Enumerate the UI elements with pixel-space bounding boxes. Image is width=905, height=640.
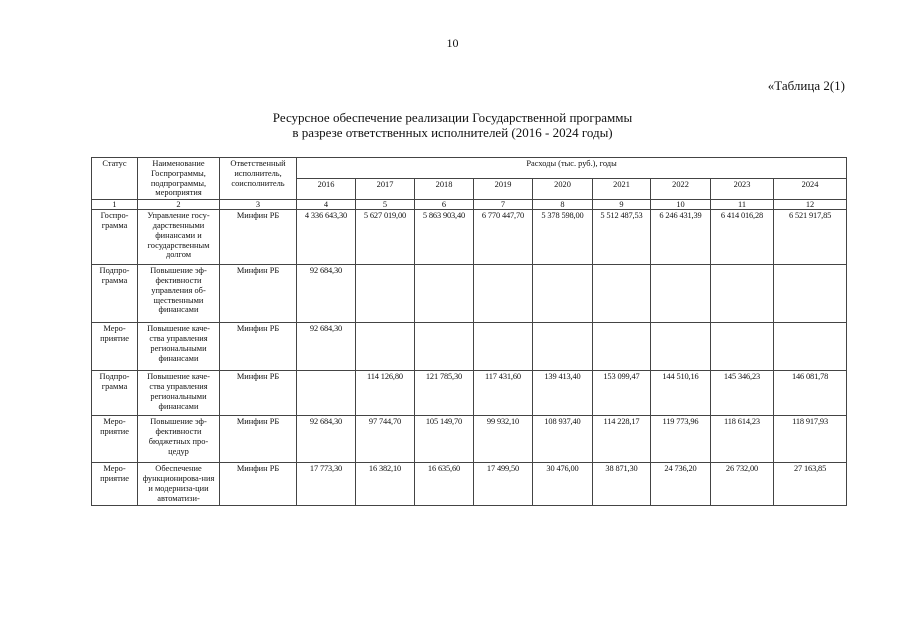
- column-index: 10: [651, 200, 711, 210]
- header-status: Статус: [92, 158, 138, 200]
- header-executor: Ответственный исполнитель, соисполнитель: [220, 158, 297, 200]
- column-index: 3: [220, 200, 297, 210]
- row-executor: Минфин РБ: [220, 265, 297, 323]
- row-value: 118 614,23: [711, 416, 774, 463]
- header-year: 2021: [593, 179, 651, 200]
- row-value: 17 499,50: [474, 463, 533, 506]
- column-index: 2: [138, 200, 220, 210]
- row-name: Повышение каче-ства управления региональными финансами: [138, 323, 220, 371]
- row-value: 92 684,30: [297, 416, 356, 463]
- row-value: 119 773,96: [651, 416, 711, 463]
- row-value: 5 627 019,00: [356, 210, 415, 265]
- row-value: [356, 265, 415, 323]
- row-value: 118 917,93: [774, 416, 847, 463]
- row-value: 114 126,80: [356, 371, 415, 416]
- resource-table: [91, 157, 847, 506]
- column-index-row: [92, 200, 847, 210]
- row-value: 146 081,78: [774, 371, 847, 416]
- row-value: 97 744,70: [356, 416, 415, 463]
- row-value: [593, 265, 651, 323]
- row-value: 121 785,30: [415, 371, 474, 416]
- row-value: 5 378 598,00: [533, 210, 593, 265]
- row-value: [415, 323, 474, 371]
- row-value: 145 346,23: [711, 371, 774, 416]
- row-value: 108 937,40: [533, 416, 593, 463]
- row-value: 117 431,60: [474, 371, 533, 416]
- row-executor: Минфин РБ: [220, 463, 297, 506]
- row-value: [774, 323, 847, 371]
- column-index: 1: [92, 200, 138, 210]
- row-value: 16 382,10: [356, 463, 415, 506]
- row-executor: Минфин РБ: [220, 371, 297, 416]
- row-status: Подпро-грамма: [92, 371, 138, 416]
- row-value: 30 476,00: [533, 463, 593, 506]
- table-row: [92, 265, 847, 323]
- table-row: [92, 371, 847, 416]
- row-value: [651, 265, 711, 323]
- row-name: Обеспечение функционирова-ния и модерниза-ции автоматизи-: [138, 463, 220, 506]
- header-year: 2017: [356, 179, 415, 200]
- row-executor: Минфин РБ: [220, 210, 297, 265]
- header-year: 2020: [533, 179, 593, 200]
- row-value: [356, 323, 415, 371]
- row-value: 26 732,00: [711, 463, 774, 506]
- row-value: [533, 323, 593, 371]
- row-value: [474, 323, 533, 371]
- row-name: Повышение эф-фективности управления об-щественными финансами: [138, 265, 220, 323]
- row-value: 17 773,30: [297, 463, 356, 506]
- table-label: «Таблица 2(1): [767, 78, 845, 93]
- row-value: 6 246 431,39: [651, 210, 711, 265]
- row-value: 4 336 643,30: [297, 210, 356, 265]
- row-value: 5 863 903,40: [415, 210, 474, 265]
- row-value: 6 770 447,70: [474, 210, 533, 265]
- column-index: 9: [593, 200, 651, 210]
- table-row: [92, 463, 847, 506]
- row-status: Госпро-грамма: [92, 210, 138, 265]
- document-title: [0, 110, 905, 140]
- row-value: 144 510,16: [651, 371, 711, 416]
- row-value: 114 228,17: [593, 416, 651, 463]
- row-name: Управление госу-дарственными финансами и государственным долгом: [138, 210, 220, 265]
- row-name: Повышение каче-ства управления региональными финансами: [138, 371, 220, 416]
- header-name: Наименование Госпрограммы, подпрограммы, мероприятия: [138, 158, 220, 200]
- column-index: 8: [533, 200, 593, 210]
- header-year: 2019: [474, 179, 533, 200]
- row-value: 16 635,60: [415, 463, 474, 506]
- row-value: [711, 323, 774, 371]
- title-line-1: Ресурсное обеспечение реализации Государственной программы: [272, 110, 633, 125]
- row-value: [774, 265, 847, 323]
- column-index: 5: [356, 200, 415, 210]
- row-value: 139 413,40: [533, 371, 593, 416]
- row-value: 153 099,47: [593, 371, 651, 416]
- row-value: 105 149,70: [415, 416, 474, 463]
- row-status: Подпро-грамма: [92, 265, 138, 323]
- page-number: 10: [446, 36, 459, 50]
- row-value: 27 163,85: [774, 463, 847, 506]
- header-year: 2024: [774, 179, 847, 200]
- table-row: [92, 323, 847, 371]
- row-status: Меро-приятие: [92, 416, 138, 463]
- row-status: Меро-приятие: [92, 323, 138, 371]
- row-value: 6 521 917,85: [774, 210, 847, 265]
- row-value: 38 871,30: [593, 463, 651, 506]
- row-value: [651, 323, 711, 371]
- row-value: 92 684,30: [297, 265, 356, 323]
- table-row: [92, 416, 847, 463]
- row-value: 92 684,30: [297, 323, 356, 371]
- row-value: 5 512 487,53: [593, 210, 651, 265]
- row-value: [297, 371, 356, 416]
- row-value: [533, 265, 593, 323]
- row-value: [474, 265, 533, 323]
- header-year: 2022: [651, 179, 711, 200]
- row-name: Повышение эф-фективности бюджетных про-цедур: [138, 416, 220, 463]
- row-value: 24 736,20: [651, 463, 711, 506]
- table-row: [92, 210, 847, 265]
- header-expenses: Расходы (тыс. руб.), годы: [297, 158, 847, 179]
- header-row-1: [92, 158, 847, 179]
- column-index: 11: [711, 200, 774, 210]
- header-year: 2023: [711, 179, 774, 200]
- column-index: 6: [415, 200, 474, 210]
- row-status: Меро-приятие: [92, 463, 138, 506]
- column-index: 4: [297, 200, 356, 210]
- header-year: 2016: [297, 179, 356, 200]
- row-value: [593, 323, 651, 371]
- row-executor: Минфин РБ: [220, 323, 297, 371]
- row-value: [415, 265, 474, 323]
- row-value: [711, 265, 774, 323]
- row-value: 99 932,10: [474, 416, 533, 463]
- column-index: 12: [774, 200, 847, 210]
- row-executor: Минфин РБ: [220, 416, 297, 463]
- column-index: 7: [474, 200, 533, 210]
- header-year: 2018: [415, 179, 474, 200]
- row-value: 6 414 016,28: [711, 210, 774, 265]
- title-line-2: в разрезе ответственных исполнителей (2016 - 2024 годы): [292, 125, 613, 140]
